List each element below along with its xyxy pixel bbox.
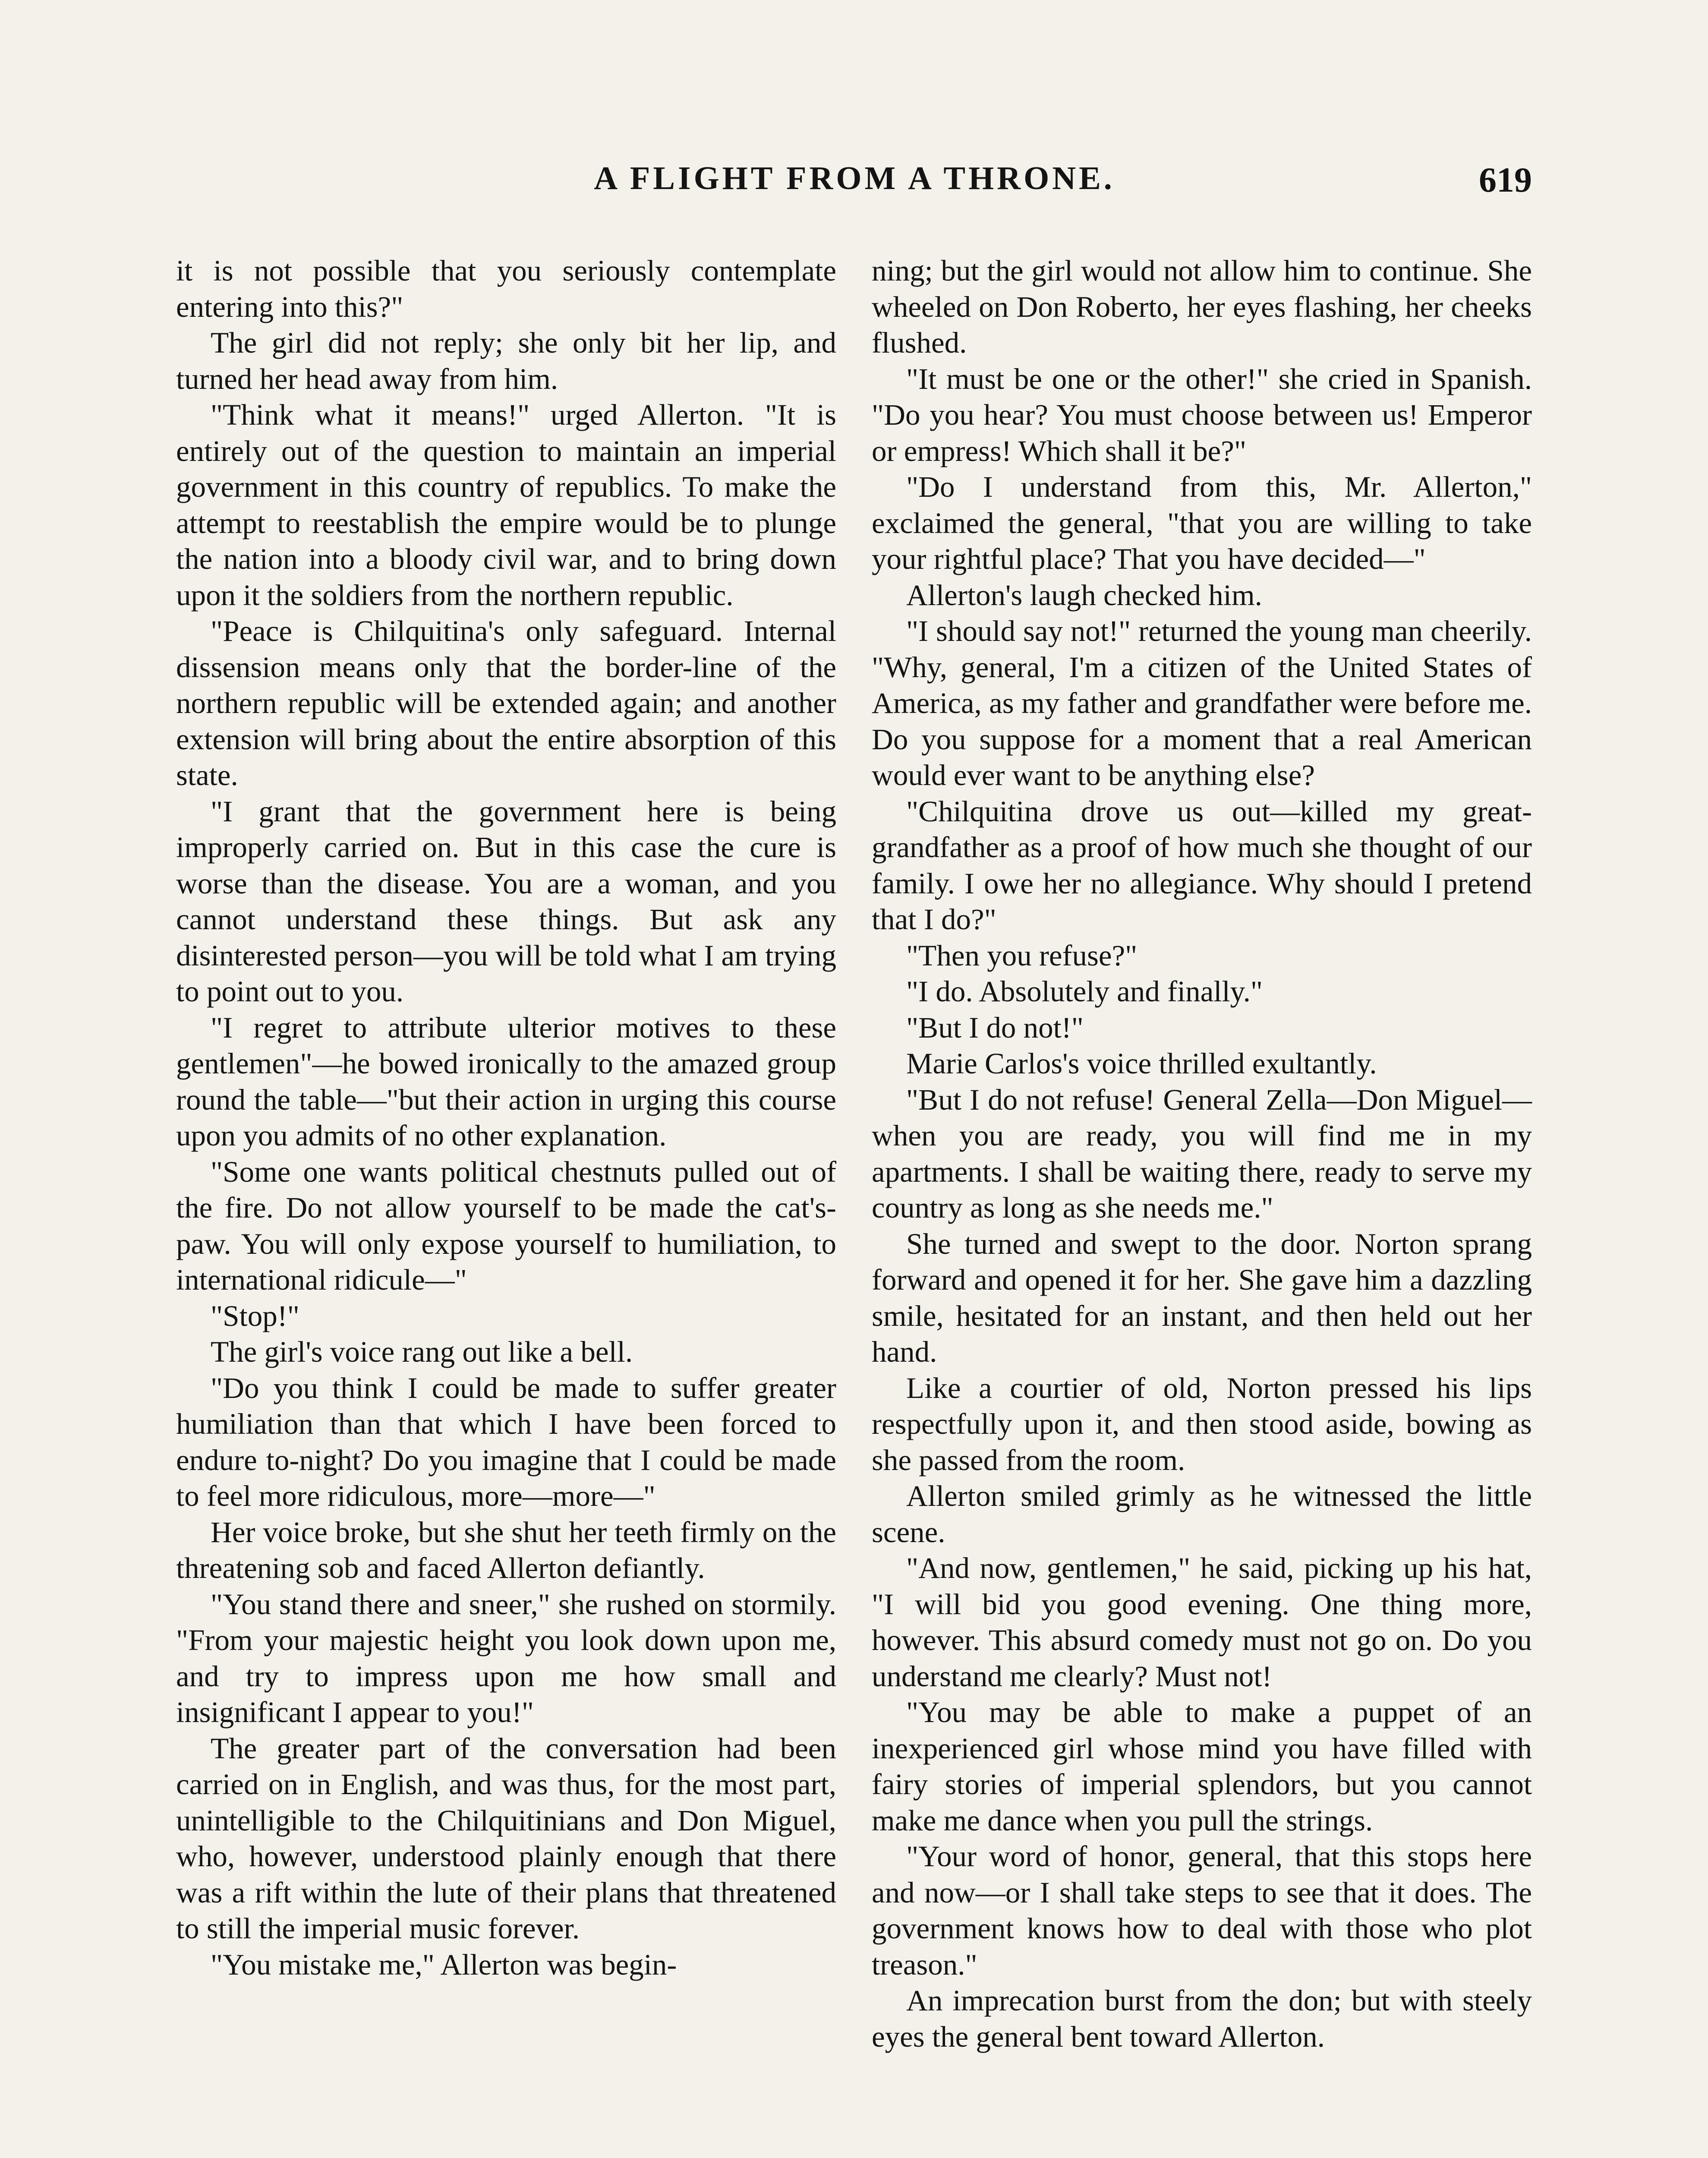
paragraph: Allerton smiled grimly as he witnessed the little scene. bbox=[872, 1480, 1532, 1549]
page-header bbox=[177, 160, 1532, 207]
paragraph: "Stop!" bbox=[211, 1299, 299, 1332]
paragraph: The girl did not reply; she only bit her lip, and turned her head away from him. bbox=[176, 326, 836, 395]
paragraph: "I do. Absolutely and finally." bbox=[906, 975, 1263, 1008]
paragraph: "Some one wants political chestnuts pulled out of the fire. Do not allow yourself to be made the cat's-paw. You will only expose yourself to humiliation, to international ridicule—" bbox=[176, 1155, 836, 1296]
paragraph: "I should say not!" returned the young man cheerily. "Why, general, I'm a citizen of the United States of America, as my father and grandfather were before me. Do you suppose for a moment that a real American would ever want to be anything else? bbox=[872, 615, 1532, 792]
paragraph: "It must be one or the other!" she cried in Spanish. "Do you hear? You must choose between us! Emperor or empress! Which shall it be?" bbox=[872, 362, 1532, 467]
paragraph: it is not possible that you seriously contemplate entering into this?" bbox=[176, 254, 836, 323]
paragraph: "You mistake me," Allerton was begin- bbox=[211, 1948, 677, 1981]
paragraph: Her voice broke, but she shut her teeth firmly on the threatening sob and faced Allerton defiantly. bbox=[176, 1515, 836, 1584]
paragraph: "I regret to attribute ulterior motives to these gentlemen"—he bowed ironically to the amazed group round the table—"but their action in urging this course upon you admits of no other explanation. bbox=[176, 1011, 836, 1152]
page-number: 619 bbox=[1479, 160, 1532, 199]
paragraph: An imprecation burst from the don; but with steely eyes the general bent toward Allerton. bbox=[872, 1984, 1532, 2053]
paragraph: The greater part of the conversation had been carried on in English, and was thus, for the most part, unintelligible to the Chilquitinians and Don Miguel, who, however, understood plainly enough that there was a rift within the lute of their plans that threatened to still the imperial music forever. bbox=[176, 1732, 836, 1945]
right-column bbox=[872, 253, 1532, 2055]
paragraph: "Chilquitina drove us out—killed my great-grandfather as a proof of how much she thought of our family. I owe her no allegiance. Why should I pretend that I do?" bbox=[872, 795, 1532, 936]
paragraph: "And now, gentlemen," he said, picking up his hat, "I will bid you good evening. One thing more, however. This absurd comedy must not go on. Do you understand me clearly? Must not! bbox=[872, 1552, 1532, 1693]
paragraph: ning; but the girl would not allow him to continue. She wheeled on Don Roberto, her eyes flashing, her cheeks flushed. bbox=[872, 254, 1532, 359]
paragraph: "Do I understand from this, Mr. Allerton," exclaimed the general, "that you are willing to take your rightful place? That you have decided—" bbox=[872, 470, 1532, 575]
paragraph: "But I do not!" bbox=[906, 1011, 1084, 1044]
paragraph: Allerton's laugh checked him. bbox=[906, 578, 1262, 612]
paragraph: "But I do not refuse! General Zella—Don Miguel—when you are ready, you will find me in my apartments. I shall be waiting there, ready to serve my country as long as she needs me." bbox=[872, 1083, 1532, 1224]
running-title: A FLIGHT FROM A THRONE. bbox=[594, 160, 1115, 196]
paragraph: "Do you think I could be made to suffer greater humiliation than that which I have been forced to endure to-night? Do you imagine that I could be made to feel more ridiculous, more—more—" bbox=[176, 1371, 836, 1512]
left-column bbox=[176, 253, 836, 1983]
paragraph: "I grant that the government here is being improperly carried on. But in this case the cure is worse than the disease. You are a woman, and you cannot understand these things. But ask any disinterested person—you will be told what I am trying to point out to you. bbox=[176, 795, 836, 1008]
paragraph: "You may be able to make a puppet of an inexperienced girl whose mind you have filled with fairy stories of imperial splendors, but you cannot make me dance when you pull the strings. bbox=[872, 1696, 1532, 1837]
paragraph: "Think what it means!" urged Allerton. "It is entirely out of the question to maintain an imperial government in this country of republics. To make the attempt to reestablish the empire would be to plunge the nation into a bloody civil war, and to bring down upon it the soldiers from the northern republic. bbox=[176, 398, 836, 612]
paragraph: The girl's voice rang out like a bell. bbox=[211, 1335, 633, 1368]
paragraph: "You stand there and sneer," she rushed on stormily. "From your majestic height you look down upon me, and try to impress upon me how small and insignificant I appear to you!" bbox=[176, 1587, 836, 1729]
paragraph: She turned and swept to the door. Norton sprang forward and opened it for her. She gave him a dazzling smile, hesitated for an instant, and then held out her hand. bbox=[872, 1227, 1532, 1368]
paragraph: "Your word of honor, general, that this stops here and now—or I shall take steps to see that it does. The government knows how to deal with those who plot treason." bbox=[872, 1840, 1532, 1981]
paragraph: Marie Carlos's voice thrilled exultantly. bbox=[906, 1047, 1377, 1080]
paragraph: "Peace is Chilquitina's only safeguard. Internal dissension means only that the border-line of the northern republic will be extended again; and another extension will bring about the entire absorption of this state. bbox=[176, 615, 836, 792]
paragraph: "Then you refuse?" bbox=[906, 939, 1138, 972]
paragraph: Like a courtier of old, Norton pressed his lips respectfully upon it, and then stood aside, bowing as she passed from the room. bbox=[872, 1371, 1532, 1477]
